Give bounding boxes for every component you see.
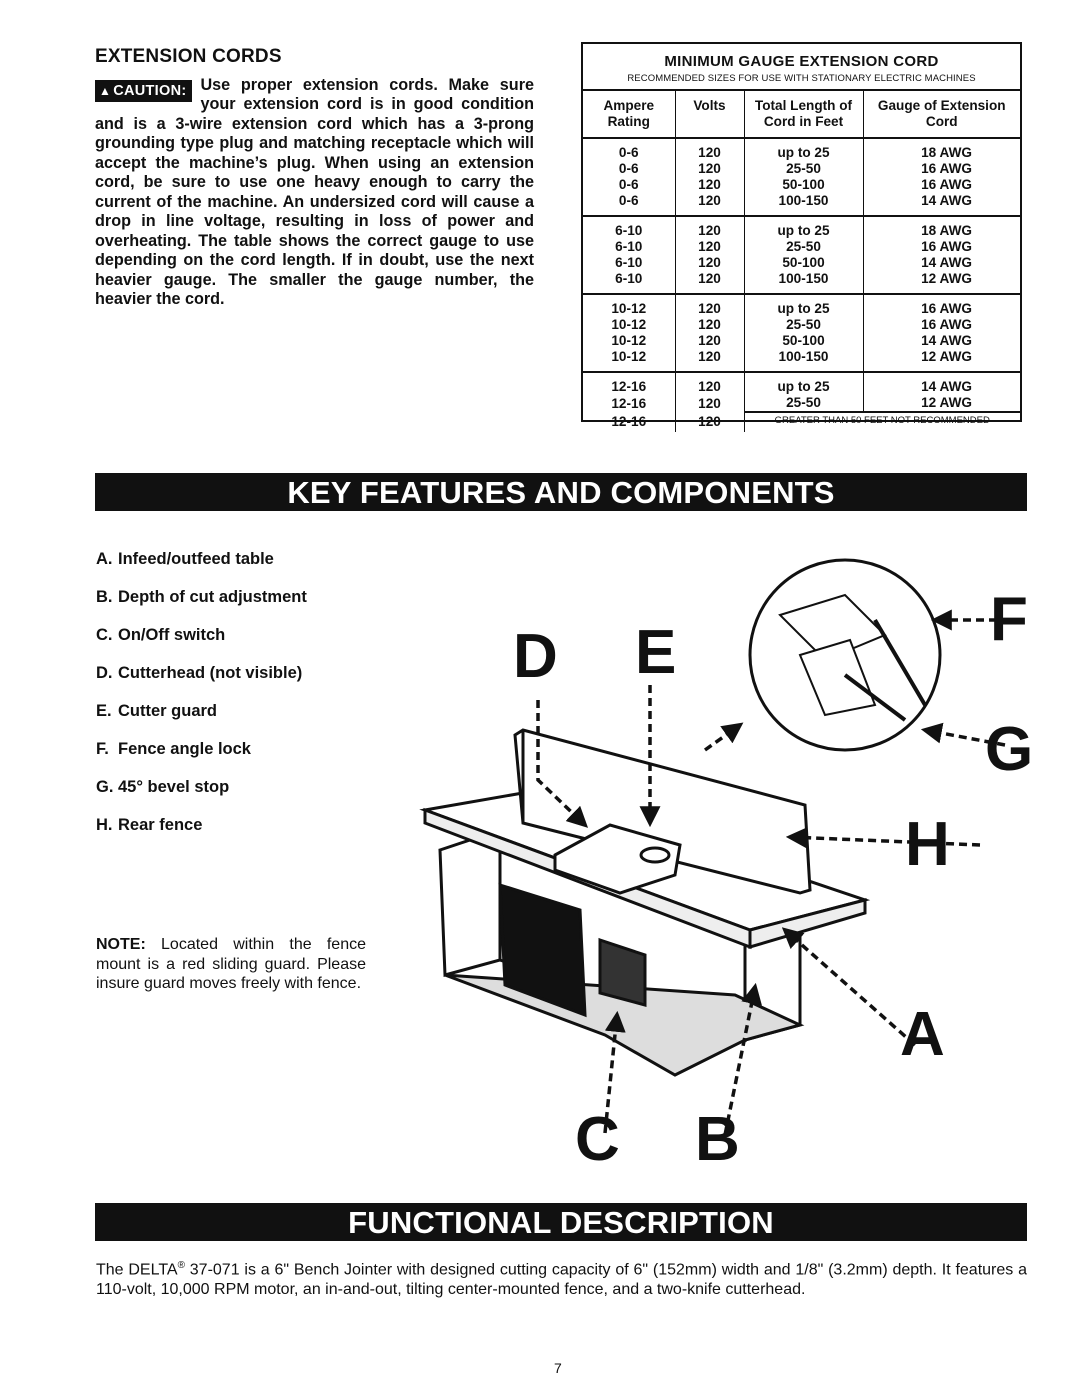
gauge-table-column-headers [583,91,1020,138]
gauge-table-header [583,44,1020,91]
functional-description-banner: FUNCTIONAL DESCRIPTION [95,1203,1027,1241]
column-header: Gauge of Extension Cord [863,91,1020,138]
table-cell: 0-6 [618,145,639,160]
feature-item [96,588,307,626]
table-row [583,395,1020,412]
table-row [583,294,1020,317]
table-cell: 12 AWG [863,271,1020,294]
table-cell: 25-50 [744,161,863,177]
table-cell: 50-100 [744,333,863,349]
table-cell: 10-12 [611,333,647,348]
table-cell: 14 AWG [863,193,1020,216]
gauge-table-title: MINIMUM GAUGE EXTENSION CORD [664,53,939,70]
table-row [583,216,1020,239]
table-cell: 6-10 [615,223,643,238]
table-cell: up to 25 [744,372,863,395]
table-cell: 0-6 [583,193,675,216]
warning-triangle-icon: ▲ [99,84,112,98]
table-cell: 120 [675,349,744,372]
table-cell: 14 AWG [863,372,1020,395]
callout-letter-g: G [985,715,1034,784]
table-row [583,177,1020,193]
table-cell: 120 [675,333,744,349]
feature-item [96,740,307,778]
table-row [583,349,1020,372]
table-cell: 14 AWG [863,255,1020,271]
table-cell: 16 AWG [863,239,1020,255]
feature-item [96,702,307,740]
extension-cords-body [95,76,534,309]
table-cell: 100-150 [744,349,863,372]
table-row [583,372,1020,395]
caution-badge: ▲ CAUTION: [95,80,192,102]
table-cell: 50-100 [744,177,863,193]
note-text: Located within the fence mount is a red sliding guard. Please insure guard moves freely with fence. [96,936,366,992]
callout-letter-a: A [900,1000,945,1069]
feature-item [96,626,307,664]
table-cell: 16 AWG [863,161,1020,177]
table-cell: 12-16 [611,379,647,394]
callout-letter-e: E [635,618,677,687]
feature-label: Cutterhead (not visible) [118,664,303,682]
callout-letter-f: F [990,585,1028,654]
table-cell: 12 AWG [863,395,1020,412]
note-label: NOTE: [96,936,146,953]
table-cell: 10-12 [611,301,647,316]
table-cell: 120 [675,372,744,395]
table-cell: 10-12 [611,317,647,332]
callout-letter-c: C [575,1105,620,1174]
table-cell: 120 [675,412,744,432]
gauge-table-grid [583,91,1020,432]
table-cell: 25-50 [744,239,863,255]
table-cell: 16 AWG [863,177,1020,193]
column-header: Total Length of Cord in Feet [744,91,863,138]
table-cell: 25-50 [744,317,863,333]
feature-item [96,778,307,816]
feature-label: 45° bevel stop [118,778,230,796]
table-cell: 100-150 [744,271,863,294]
table-cell: 120 [675,239,744,255]
table-cell: 100-150 [744,193,863,216]
feature-letter: B. [96,588,113,606]
column-header: Ampere Rating [583,91,675,138]
gauge-table-subtitle: RECOMMENDED SIZES FOR USE WITH STATIONARY ELECTRIC MACHINES [627,73,976,84]
functional-description-text: The DELTA® 37-071 is a 6" Bench Jointer with designed cutting capacity of 6" (152mm) width and 1/8" (3.2mm) depth. It features a 110-volt, 10,000 RPM motor, an in-and-out, tilting center-mounted fence, and a two-knife cutterhead. [96,1260,1027,1298]
feature-letter: D. [96,664,113,682]
feature-item [96,816,307,854]
table-row [583,239,1020,255]
callout-letter-d: D [513,622,558,691]
table-cell: 12 AWG [863,349,1020,372]
table-cell: 25-50 [744,395,863,412]
table-cell: 12-16 [611,395,647,411]
table-cell: 10-12 [583,349,675,372]
column-header: Volts [675,91,744,138]
registered-mark: ® [177,1260,185,1271]
feature-letter: C. [96,626,113,644]
table-cell: 50-100 [744,255,863,271]
table-row [583,138,1020,161]
jointer-diagram [405,555,1045,1175]
table-row [583,412,1020,432]
feature-label: Depth of cut adjustment [118,588,307,606]
table-cell: 6-10 [615,239,643,254]
feature-label: Infeed/outfeed table [118,550,274,568]
feature-item [96,664,307,702]
feature-letter: E. [96,702,112,720]
feature-label: Cutter guard [118,702,217,720]
table-row [583,193,1020,216]
magnified-detail [750,560,940,750]
table-cell: up to 25 [744,138,863,161]
extension-cords-text: Use proper extension cords. Make sure your extension cord is in good condition and is a 3-wire extension cord which has a 3-prong grounding type plug and matching receptacle which will accept the machine’s plug. When using an extension cord, be sure to use one heavy enough to carry the current of the machine. An undersized cord will cause a drop in line voltage, resulting in loss of power and overheating. The table shows the correct gauge to use depending on the cord length. If in doubt, use the next heavier gauge. The smaller the gauge number, the heavier the cord. [95,76,534,308]
table-cell: 120 [675,216,744,239]
features-list [96,550,307,854]
gauge-table [581,42,1022,429]
feature-letter: A. [96,550,113,568]
callout-letter-h: H [905,810,950,879]
table-cell: 0-6 [618,161,639,176]
feature-label: Rear fence [118,816,203,834]
callout-letter-b: B [695,1105,740,1174]
fence-note [96,935,366,994]
table-cell: 6-10 [615,255,643,270]
key-features-banner: KEY FEATURES AND COMPONENTS [95,473,1027,511]
feature-letter: F. [96,740,109,758]
table-row [583,333,1020,349]
page-number: 7 [554,1360,562,1376]
feature-label: Fence angle lock [118,740,251,758]
table-cell: 120 [675,161,744,177]
table-row [583,255,1020,271]
feature-item [96,550,307,588]
table-cell: 120 [675,193,744,216]
table-cell: 120 [675,395,744,412]
table-cell: 6-10 [583,271,675,294]
table-row [583,161,1020,177]
table-cell: 0-6 [618,177,639,192]
table-row [583,271,1020,294]
table-row [583,317,1020,333]
table-cell: 12-16 [611,414,647,429]
table-cell: 16 AWG [863,294,1020,317]
table-cell: 16 AWG [863,317,1020,333]
table-cell: 120 [675,317,744,333]
feature-letter: G. [96,778,114,796]
extension-cords-heading: EXTENSION CORDS [95,46,282,67]
table-cell: 120 [675,255,744,271]
gauge-table-footnote: GREATER THAN 50 FEET NOT RECOMMENDED [744,412,1020,432]
table-cell: 18 AWG [863,216,1020,239]
table-cell: 120 [675,177,744,193]
feature-letter: H. [96,816,113,834]
table-cell: 14 AWG [863,333,1020,349]
table-cell: 120 [675,271,744,294]
table-cell: 120 [675,138,744,161]
table-cell: 18 AWG [863,138,1020,161]
feature-label: On/Off switch [118,626,226,644]
table-cell: up to 25 [744,294,863,317]
table-cell: 120 [675,294,744,317]
table-cell: up to 25 [744,216,863,239]
